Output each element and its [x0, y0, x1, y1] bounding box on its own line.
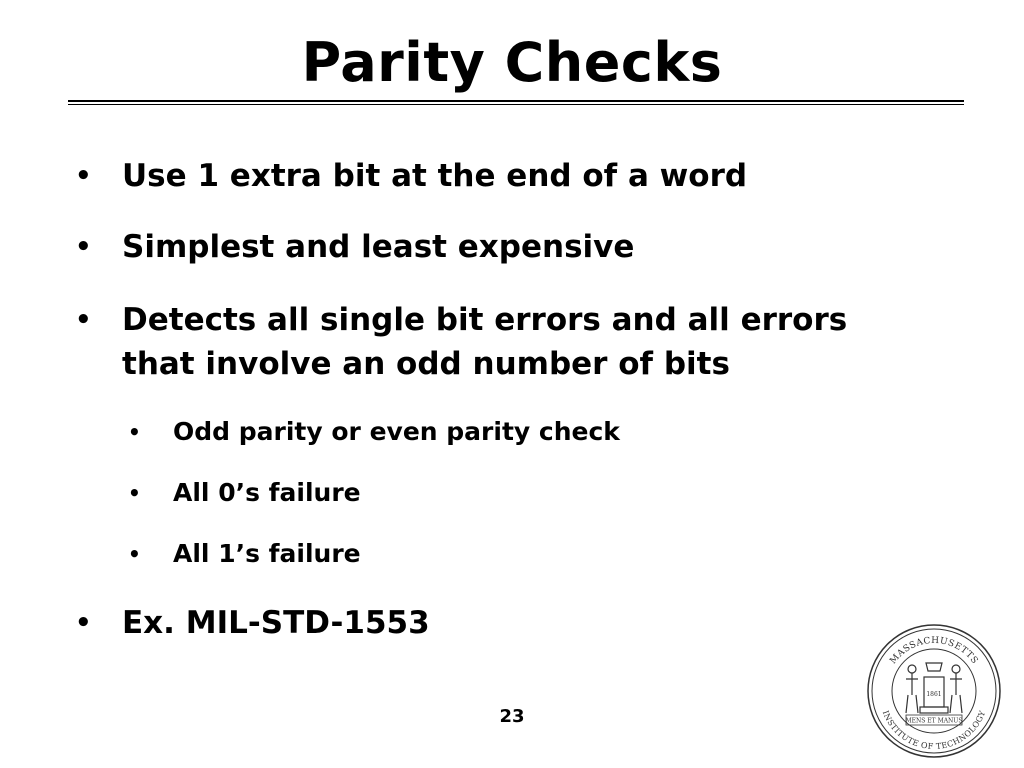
sub-bullet-marker: •	[128, 420, 141, 444]
sub-bullet-item	[128, 538, 361, 570]
sub-bullet-text: All 1’s failure	[173, 539, 361, 568]
sub-bullet-marker: •	[128, 542, 141, 566]
sub-bullet-item	[128, 416, 620, 448]
sub-bullet-marker: •	[128, 481, 141, 505]
sub-bullet-item	[128, 477, 361, 509]
sub-bullet-text: All 0’s failure	[173, 478, 361, 507]
bullet-text-continued: that involve an odd number of bits	[122, 346, 730, 382]
bullet-item	[75, 298, 848, 386]
seal-motto: MENS ET MANUS	[905, 717, 963, 725]
svg-text:MASSACHUSETTS	[888, 636, 979, 666]
seal-year: 1861	[926, 691, 942, 698]
mit-seal-icon	[866, 623, 1002, 759]
bullet-text: Ex. MIL-STD-1553	[122, 605, 430, 641]
bullet-marker: •	[75, 608, 92, 638]
bullet-item	[75, 154, 748, 198]
slide-title: Parity Checks	[301, 31, 723, 94]
bullet-item	[75, 225, 635, 269]
seal-text-top: MASSACHUSETTS	[888, 635, 980, 667]
bullet-text: Simplest and least expensive	[122, 229, 635, 265]
bullet-text: Use 1 extra bit at the end of a word	[122, 158, 748, 194]
bullet-marker: •	[75, 232, 92, 262]
sub-bullet-text: Odd parity or even parity check	[173, 417, 620, 446]
bullet-text: Detects all single bit errors and all errors	[122, 302, 848, 338]
bullet-marker: •	[75, 161, 92, 191]
seal-text-bottom: INSTITUTE OF TECHNOLOGY	[880, 709, 988, 752]
page-number: 23	[499, 706, 525, 727]
bullet-item	[75, 601, 430, 645]
bullet-marker: •	[75, 305, 92, 335]
